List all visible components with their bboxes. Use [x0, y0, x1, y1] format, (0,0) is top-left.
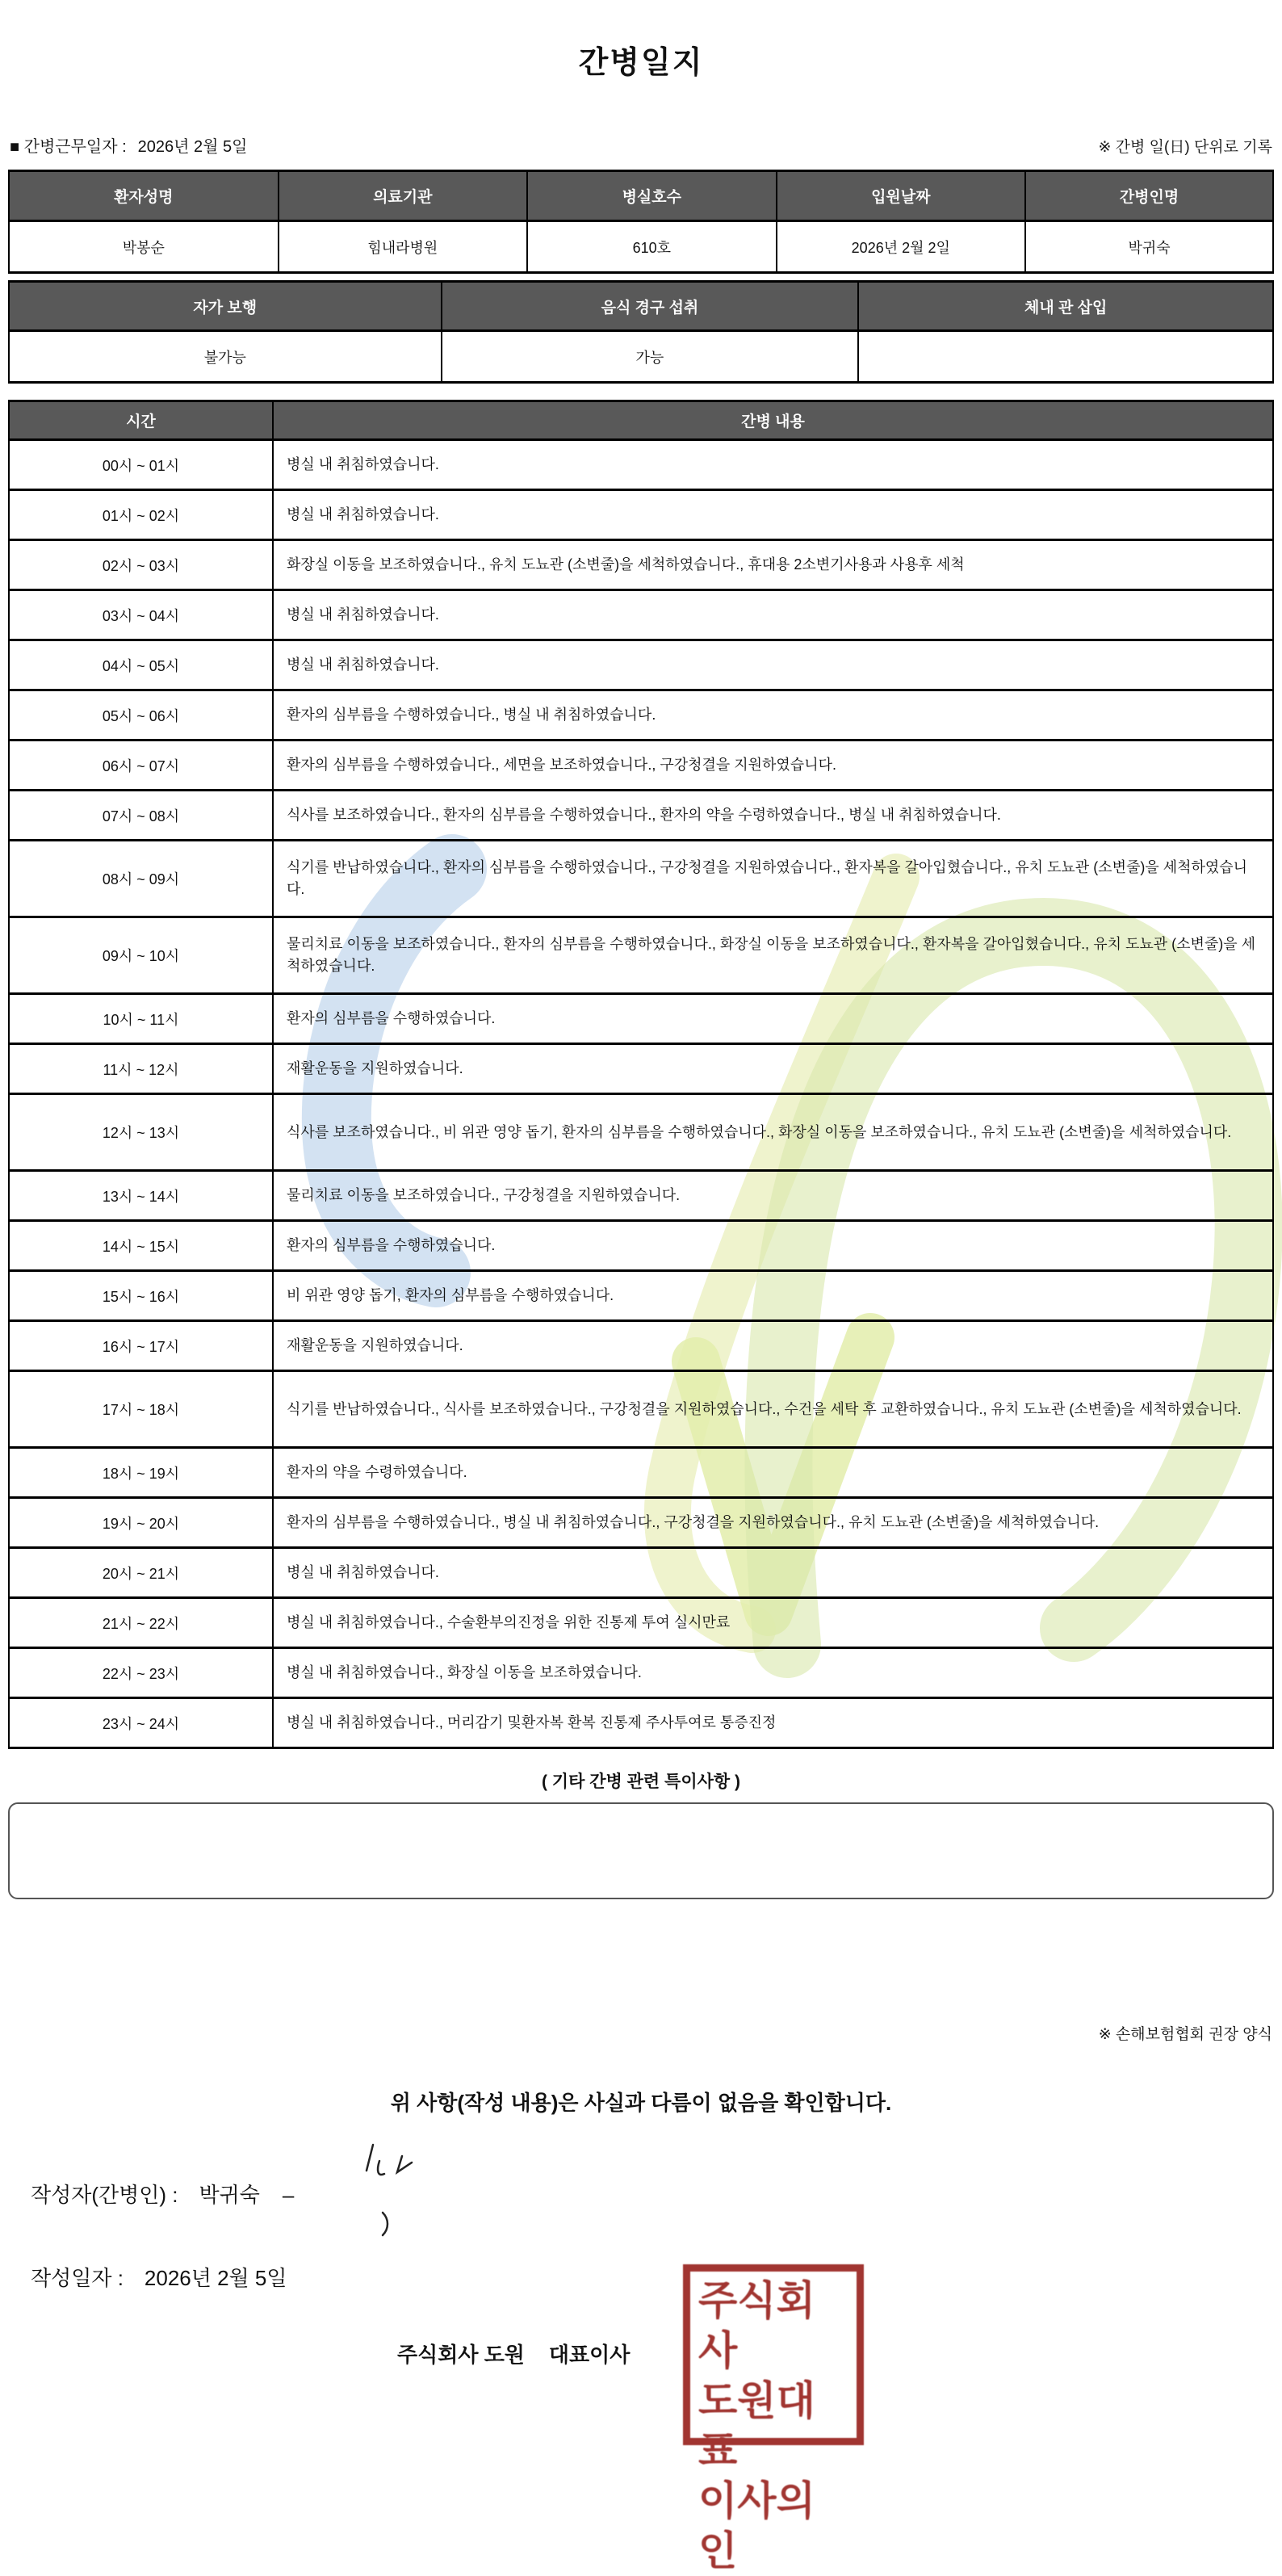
care-row-content: 병실 내 취침하였습니다. [273, 440, 1273, 490]
care-row-time: 04시 ~ 05시 [9, 640, 273, 690]
written-date-value: 2026년 2월 5일 [144, 2266, 287, 2290]
table-row [9, 1548, 1273, 1598]
table-row [9, 740, 1273, 791]
table-row [9, 1044, 1273, 1094]
care-row-time: 01시 ~ 02시 [9, 490, 273, 540]
care-row-time: 17시 ~ 18시 [9, 1371, 273, 1448]
care-row-time: 19시 ~ 20시 [9, 1498, 273, 1548]
stamp-line: 주식회사 [698, 2278, 815, 2373]
care-row-content: 환자의 심부름을 수행하였습니다., 병실 내 취침하였습니다., 구강청결을 지원하였습니다., 유치 도뇨관 (소변줄)을 세척하였습니다. [273, 1498, 1273, 1548]
care-row-content: 물리치료 이동을 보조하였습니다., 환자의 심부름을 수행하였습니다., 화장실 이동을 보조하였습니다., 환자복을 갈아입혔습니다., 유치 도뇨관 (소변줄)을 세척하였습니다. [273, 917, 1273, 994]
care-row-content: 식사를 보조하였습니다., 비 위관 영양 돕기, 환자의 심부름을 수행하였습니다., 화장실 이동을 보조하였습니다., 유치 도뇨관 (소변줄)을 세척하였습니다. [273, 1094, 1273, 1171]
writer-label: 작성자(간병인) : [31, 2183, 178, 2207]
care-row-time: 23시 ~ 24시 [9, 1698, 273, 1748]
care-row-content: 병실 내 취침하였습니다., 머리감기 및환자복 환복 진통제 주사투여로 통증진정 [273, 1698, 1273, 1748]
header-room-number: 병실호수 [527, 171, 777, 221]
work-date-value: 2026년 2월 5일 [137, 138, 248, 156]
table-row [9, 1448, 1273, 1498]
table-row [9, 1598, 1273, 1648]
table-row [9, 331, 1273, 383]
care-row-time: 05시 ~ 06시 [9, 690, 273, 740]
page-title: 간병일지 [578, 46, 704, 80]
confirmation-statement: 위 사항(작성 내용)은 사실과 다름이 없음을 확인합니다. [390, 2091, 892, 2115]
written-date-line [31, 2262, 287, 2292]
care-row-time: 22시 ~ 23시 [9, 1648, 273, 1698]
corporate-seal-stamp [683, 2264, 864, 2574]
work-date-line [10, 133, 247, 157]
care-row-time: 07시 ~ 08시 [9, 791, 273, 841]
table-row [9, 917, 1273, 994]
care-row-content: 병실 내 취침하였습니다. [273, 640, 1273, 690]
header-medical-institution: 의료기관 [279, 171, 528, 221]
table-row [9, 221, 1273, 273]
table-row [9, 1094, 1273, 1171]
care-row-time: 21시 ~ 22시 [9, 1598, 273, 1648]
header-tube-insertion: 체내 관 삽입 [858, 282, 1273, 331]
patient-info-table [8, 170, 1274, 274]
table-header-row [9, 401, 1273, 440]
care-row-content: 병실 내 취침하였습니다. [273, 1548, 1273, 1598]
care-row-time: 11시 ~ 12시 [9, 1044, 273, 1094]
table-header-row [9, 282, 1273, 331]
header-oral-intake: 음식 경구 섭취 [442, 282, 859, 331]
patient-name-value: 박봉순 [9, 221, 279, 273]
tube-insertion-value [858, 331, 1273, 383]
care-row-time: 15시 ~ 16시 [9, 1271, 273, 1321]
table-row [9, 590, 1273, 640]
table-row [9, 1171, 1273, 1221]
table-row [9, 1498, 1273, 1548]
care-row-content: 환자의 심부름을 수행하였습니다., 세면을 보조하였습니다., 구강청결을 지원하였습니다. [273, 740, 1273, 791]
care-journal-page [0, 37, 1282, 2574]
header-caregiver-name: 간병인명 [1025, 171, 1273, 221]
table-row [9, 1371, 1273, 1448]
self-walking-value: 불가능 [9, 331, 442, 383]
company-name: 주식회사 도원 [397, 2343, 525, 2367]
table-row [9, 540, 1273, 590]
care-row-time: 18시 ~ 19시 [9, 1448, 273, 1498]
room-number-value: 610호 [527, 221, 777, 273]
care-row-time: 00시 ~ 01시 [9, 440, 273, 490]
care-row-content: 병실 내 취침하였습니다. [273, 590, 1273, 640]
company-line [397, 2339, 630, 2368]
header-patient-name: 환자성명 [9, 171, 279, 221]
writer-line [31, 2179, 294, 2209]
table-row [9, 791, 1273, 841]
handwritten-signature-mark [355, 2138, 444, 2243]
stamp-line: 이사의인 [698, 2478, 815, 2574]
care-row-content: 식사를 보조하였습니다., 환자의 심부름을 수행하였습니다., 환자의 약을 수령하였습니다., 병실 내 취침하였습니다. [273, 791, 1273, 841]
table-row [9, 1221, 1273, 1271]
signature-dash: – [282, 2183, 295, 2207]
caregiver-name-value: 박귀숙 [1025, 221, 1273, 273]
table-row [9, 440, 1273, 490]
care-row-content: 병실 내 취침하였습니다. [273, 490, 1273, 540]
header-self-walking: 자가 보행 [9, 282, 442, 331]
care-row-time: 14시 ~ 15시 [9, 1221, 273, 1271]
care-row-time: 13시 ~ 14시 [9, 1171, 273, 1221]
daily-unit-note: ※ 간병 일(日) 단위로 기록 [1098, 139, 1272, 156]
table-row [9, 640, 1273, 690]
care-row-content: 재활운동을 지원하였습니다. [273, 1321, 1273, 1371]
care-row-time: 10시 ~ 11시 [9, 994, 273, 1044]
care-row-time: 09시 ~ 10시 [9, 917, 273, 994]
care-row-content: 병실 내 취침하였습니다., 수술환부의진정을 위한 진통제 투여 실시만료 [273, 1598, 1273, 1648]
admission-date-value: 2026년 2월 2일 [777, 221, 1026, 273]
writer-name: 박귀숙 [199, 2183, 260, 2207]
oral-intake-value: 가능 [442, 331, 859, 383]
table-row [9, 490, 1273, 540]
medical-institution-value: 힘내라병원 [279, 221, 528, 273]
table-row [9, 690, 1273, 740]
care-row-content: 비 위관 영양 돕기, 환자의 심부름을 수행하였습니다. [273, 1271, 1273, 1321]
care-row-content: 환자의 약을 수령하였습니다. [273, 1448, 1273, 1498]
meta-row [10, 133, 1272, 157]
care-row-content: 재활운동을 지원하였습니다. [273, 1044, 1273, 1094]
care-row-content: 환자의 심부름을 수행하였습니다. [273, 1221, 1273, 1271]
table-header-row [9, 171, 1273, 221]
care-row-time: 12시 ~ 13시 [9, 1094, 273, 1171]
care-row-time: 03시 ~ 04시 [9, 590, 273, 640]
care-row-content: 환자의 심부름을 수행하였습니다. [273, 994, 1273, 1044]
care-row-time: 20시 ~ 21시 [9, 1548, 273, 1598]
table-row [9, 1271, 1273, 1321]
care-row-content: 병실 내 취침하였습니다., 화장실 이동을 보조하였습니다. [273, 1648, 1273, 1698]
header-time: 시간 [9, 401, 273, 440]
patient-status-table [8, 280, 1274, 384]
care-row-time: 16시 ~ 17시 [9, 1321, 273, 1371]
care-row-content: 환자의 심부름을 수행하였습니다., 병실 내 취침하였습니다. [273, 690, 1273, 740]
care-log-table [8, 400, 1274, 1749]
header-admission-date: 입원날짜 [777, 171, 1026, 221]
care-row-time: 06시 ~ 07시 [9, 740, 273, 791]
care-row-content: 물리치료 이동을 보조하였습니다., 구강청결을 지원하였습니다. [273, 1171, 1273, 1221]
table-row [9, 1698, 1273, 1748]
care-row-content: 식기를 반납하였습니다., 환자의 심부름을 수행하였습니다., 구강청결을 지원하였습니다., 환자복을 갈아입혔습니다., 유치 도뇨관 (소변줄)을 세척하였습니다. [273, 841, 1273, 917]
written-date-label: 작성일자 : [31, 2266, 124, 2290]
table-row [9, 841, 1273, 917]
care-row-time: 08시 ~ 09시 [9, 841, 273, 917]
care-row-content: 식기를 반납하였습니다., 식사를 보조하였습니다., 구강청결을 지원하였습니다., 수건을 세탁 후 교환하였습니다., 유치 도뇨관 (소변줄)을 세척하였습니다. [273, 1371, 1273, 1448]
ceo-label: 대표이사 [548, 2343, 631, 2367]
table-row [9, 1321, 1273, 1371]
recommended-form-note: ※ 손해보험협회 권장 양식 [1098, 2026, 1272, 2043]
work-date-label: ■ 간병근무일자 : [10, 138, 127, 156]
stamp-line: 도원대표 [698, 2378, 815, 2473]
table-row [9, 994, 1273, 1044]
special-notes-caption: ( 기타 간병 관련 특이사항 ) [541, 1773, 741, 1791]
care-row-time: 02시 ~ 03시 [9, 540, 273, 590]
special-notes-box [8, 1802, 1274, 1899]
table-row [9, 1648, 1273, 1698]
header-care-content: 간병 내용 [273, 401, 1273, 440]
care-row-content: 화장실 이동을 보조하였습니다., 유치 도뇨관 (소변줄)을 세척하였습니다., 휴대용 2소변기사용과 사용후 세척 [273, 540, 1273, 590]
